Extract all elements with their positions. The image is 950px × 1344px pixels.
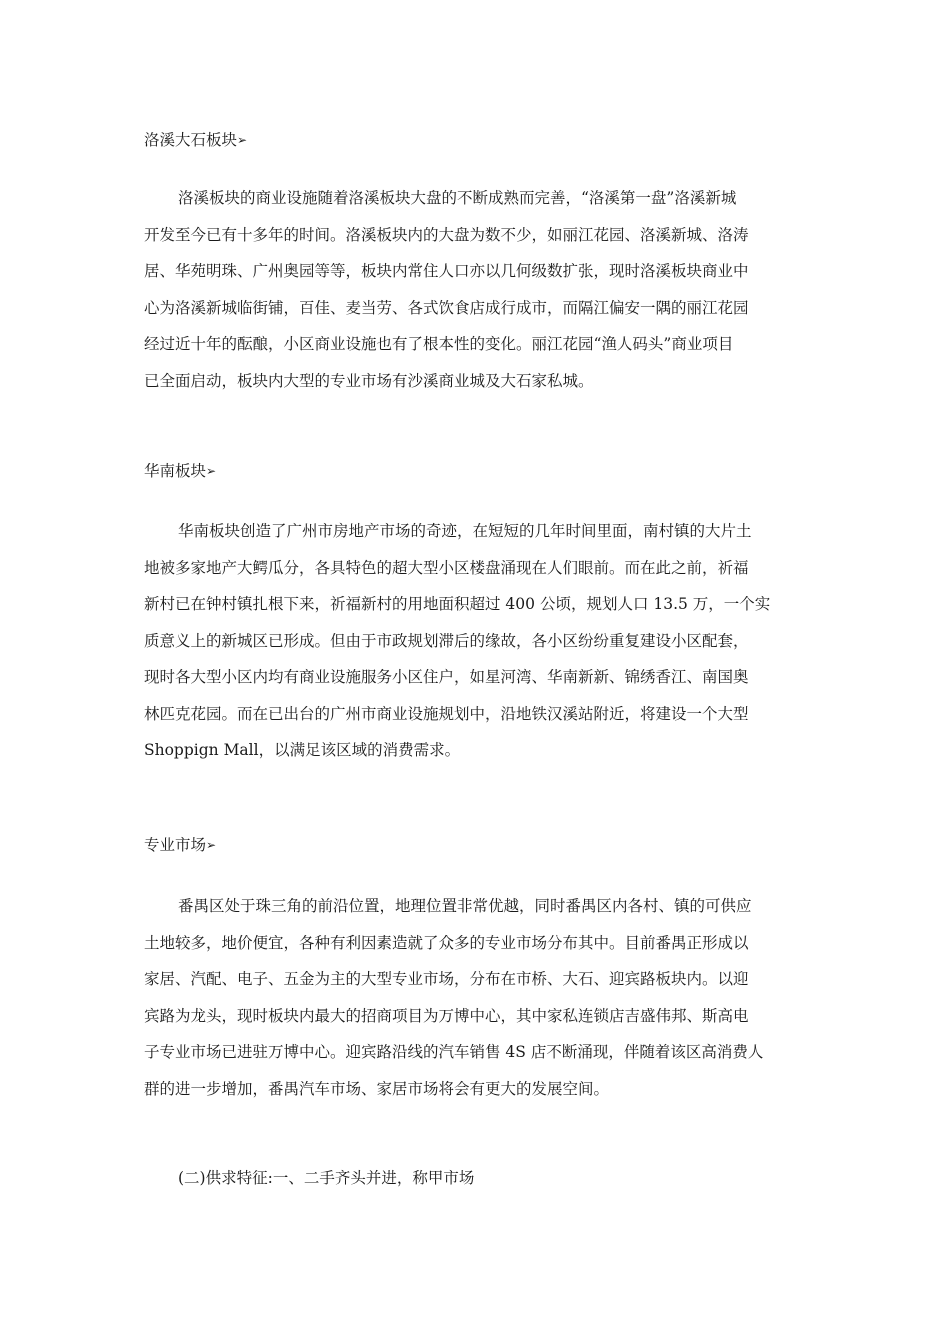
section-heading-text: 华南板块 xyxy=(144,462,207,480)
paragraph-luoxi xyxy=(144,188,812,407)
paragraph-line: 土地较多，地价便宜，各种有利因素造就了众多的专业市场分布其中。目前番禺正形成以 xyxy=(144,933,749,952)
paragraph-line: 家居、汽配、电子、五金为主的大型专业市场，分布在市桥、大石、迎宾路板块内。以迎 xyxy=(144,970,749,988)
paragraph-line: 地被多家地产大鳄瓜分，各具特色的超大型小区楼盘涌现在人们眼前。而在此之前，祈福 xyxy=(144,558,749,577)
paragraph-line: 群的进一步增加，番禺汽车市场、家居市场将会有更大的发展空间。 xyxy=(144,1079,610,1098)
arrow-bullet-icon: ➢ xyxy=(237,133,248,147)
paragraph-line: 洛溪板块的商业设施随着洛溪板块大盘的不断成熟而完善，“洛溪第一盘”洛溪新城 xyxy=(178,189,737,207)
paragraph-market xyxy=(144,896,812,1115)
paragraph-line: 居、华苑明珠、广州奥园等等，板块内常住人口亦以几何级数扩张，现时洛溪板块商业中 xyxy=(144,262,749,280)
paragraph-line: 华南板块创造了广州市房地产市场的奇迹，在短短的几年时间里面，南村镇的大片土 xyxy=(178,522,752,540)
section-heading-text: 专业市场 xyxy=(144,836,207,854)
section-heading-text: 洛溪大石板块 xyxy=(144,131,238,149)
paragraph-line: 子专业市场已进驻万博中心。迎宾路沿线的汽车销售 4S 店不断涌现，伴随着该区高消费人 xyxy=(144,1043,764,1061)
paragraph-line: 开发至今已有十多年的时间。洛溪板块内的大盘为数不少，如丽江花园、洛溪新城、洛涛 xyxy=(144,225,749,244)
section-heading-market xyxy=(144,835,216,855)
paragraph-line: Shoppign Mall，以满足该区域的消费需求。 xyxy=(144,741,461,759)
section-heading-huanan xyxy=(144,461,216,481)
paragraph-huanan xyxy=(144,521,812,777)
paragraph-line: 新村已在钟村镇扎根下来，祈福新村的用地面积超过 400 公顷，规划人口 13.5 万，一个实 xyxy=(144,595,771,613)
arrow-bullet-icon: ➢ xyxy=(206,838,217,852)
paragraph-line: 经过近十年的酝酿，小区商业设施也有了根本性的变化。丽江花园“渔人码头”商业项目 xyxy=(144,335,734,353)
paragraph-line: 林匹克花园。而在已出台的广州市商业设施规划中，沿地铁汉溪站附近，将建设一个大型 xyxy=(144,704,749,723)
paragraph-line: 番禺区处于珠三角的前沿位置，地理位置非常优越，同时番禺区内各村、镇的可供应 xyxy=(178,897,752,915)
paragraph-line: 已全面启动，板块内大型的专业市场有沙溪商业城及大石家私城。 xyxy=(144,371,594,390)
paragraph-line: 心为洛溪新城临街铺，百佳、麦当劳、各式饮食店成行成市，而隔江偏安一隅的丽江花园 xyxy=(144,298,749,317)
arrow-bullet-icon: ➢ xyxy=(206,464,217,478)
paragraph-line: 现时各大型小区内均有商业设施服务小区住户，如星河湾、华南新新、锦绣香江、南国奥 xyxy=(144,668,749,686)
paragraph-line: 质意义上的新城区已形成。但由于市政规划滞后的缘故，各小区纷纷重复建设小区配套， xyxy=(144,631,749,650)
section-heading-luoxi xyxy=(144,130,247,150)
paragraph-line: 宾路为龙头，现时板块内最大的招商项目为万博中心，其中家私连锁店吉盛伟邦、斯高电 xyxy=(144,1006,749,1025)
subsection-heading: (二)供求特征:一、二手齐头并进，称甲市场 xyxy=(178,1169,475,1187)
